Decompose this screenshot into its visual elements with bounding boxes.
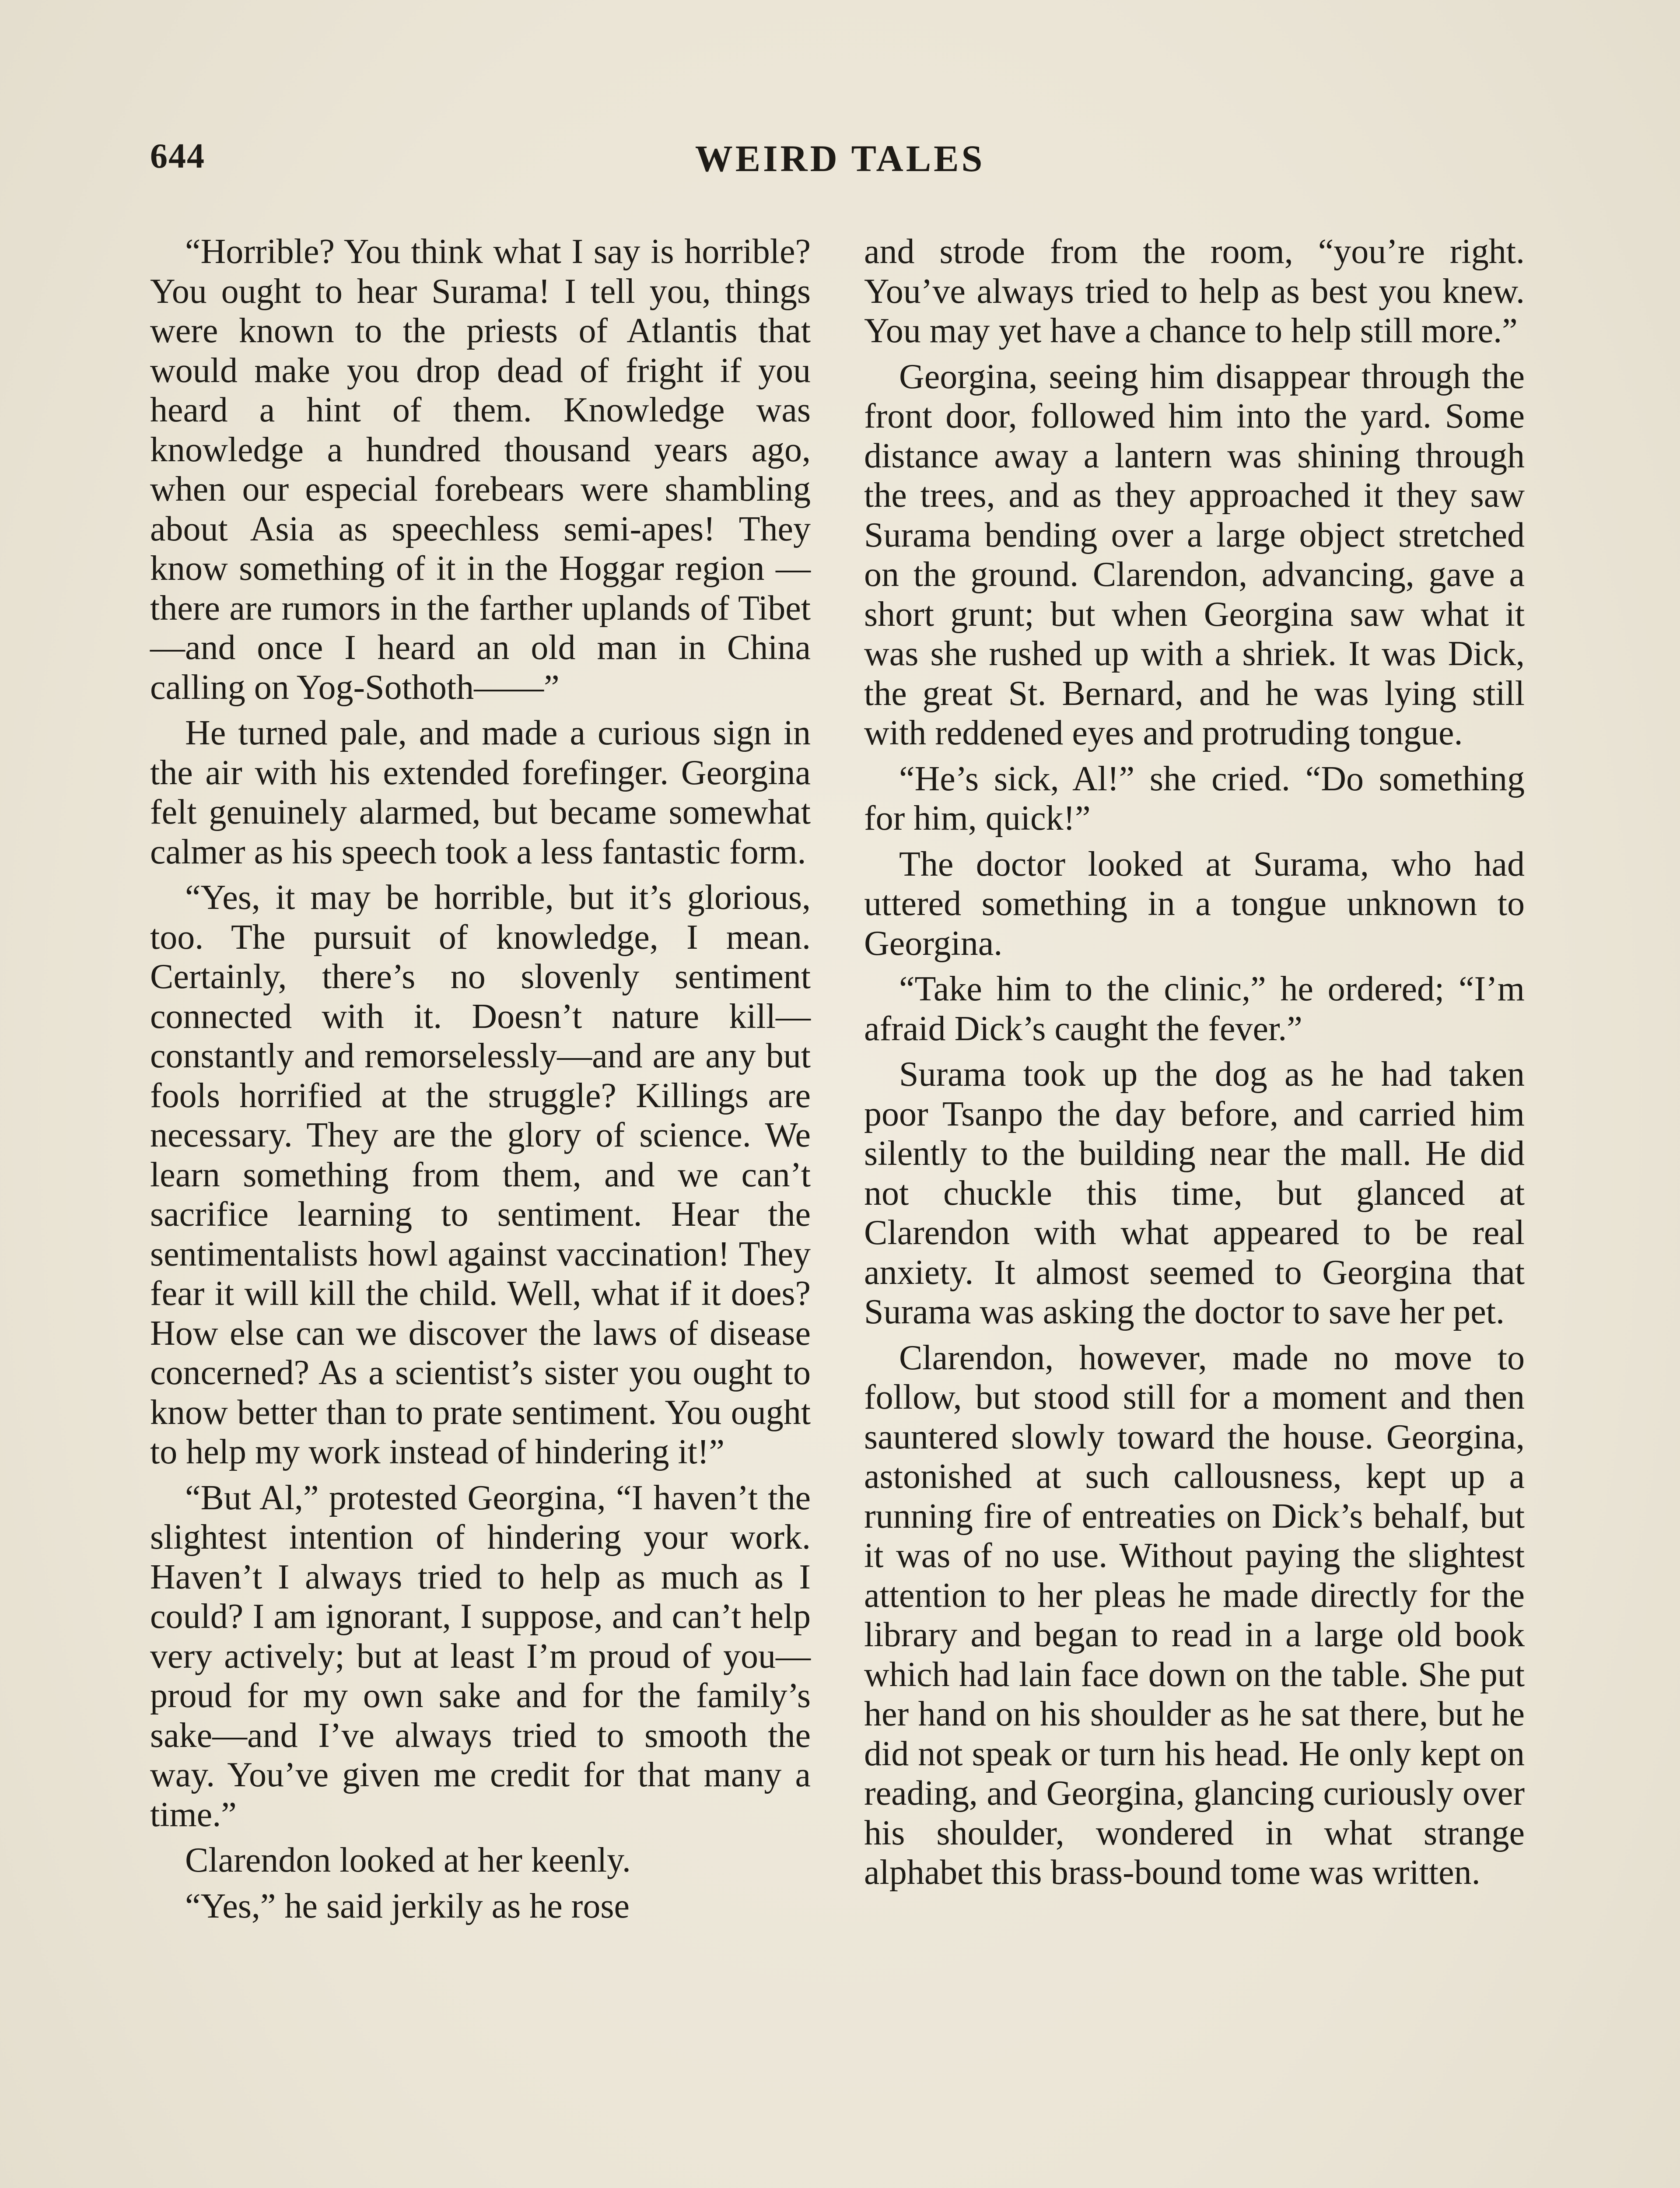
page-header (150, 137, 1530, 185)
paragraph: Clarendon, however, made no move to follow, but stood still for a moment and then sauntered slowly toward the house. Georgina, astonished at such callousness, kept up a running fire of entreaties on Dick’s behalf, but it was of no use. Without paying the slightest attention to her pleas he made directly for the library and began to read in a large old book which had lain face down on the table. She put her hand on his shoulder as he sat there, but he did not speak or turn his head. He only kept on reading, and Georgina, glancing curiously over his shoulder, wondered in what strange alphabet this brass-bound tome was written. (864, 1338, 1525, 1892)
paragraph: “Yes,” he said jerkily as he rose (185, 1886, 630, 1925)
right-column (864, 232, 1525, 1899)
paragraph: Clarendon looked at her keenly. (185, 1841, 631, 1879)
paragraph: “Horrible? You think what I say is horrible? You ought to hear Surama! I tell you, things were known to the priests of Atlantis that would make you drop dead of fright if you heard a hint of them. Knowledge was knowledge a hundred thousand years ago, when our especial forebears were shambling about Asia as speechless semi-apes! They know something of it in the Hoggar region —there are rumors in the farther uplands of Tibet—and once I heard an old man in China calling on Yog-Sothoth——” (150, 232, 811, 707)
paragraph: Georgina, seeing him disappear through the front door, followed him into the yard. Some distance away a lantern was shining through the trees, and as they approached it they saw Surama bending over a large object stretched on the ground. Clarendon, advancing, gave a short grunt; but when Georgina saw what it was she rushed up with a shriek. It was Dick, the great St. Bernard, and he was lying still with reddened eyes and protruding tongue. (864, 357, 1525, 752)
left-column (150, 232, 811, 1932)
paragraph: “Yes, it may be horrible, but it’s glorious, too. The pursuit of knowledge, I mean. Certainly, there’s no slovenly sentiment connected with it. Doesn’t nature kill—constantly and remorselessly—and are any but fools horrified at the struggle? Killings are necessary. They are the glory of science. We learn something from them, and we can’t sacrifice learning to sentiment. Hear the sentimentalists howl against vaccination! They fear it will kill the child. Well, what if it does? How else can we discover the laws of disease concerned? As a scientist’s sister you ought to know better than to prate sentiment. You ought to help my work instead of hindering it!” (150, 878, 811, 1471)
paragraph: The doctor looked at Surama, who had uttered something in a tongue unknown to Georgina. (864, 845, 1525, 963)
paragraph: Surama took up the dog as he had taken poor Tsanpo the day before, and carried him silently to the building near the mall. He did not chuckle this time, but glanced at Clarendon with what appeared to be real anxiety. It almost seemed to Georgina that Surama was asking the doctor to save her pet. (864, 1055, 1525, 1331)
page-number: 644 (150, 137, 205, 175)
paragraph: He turned pale, and made a curious sign in the air with his extended forefinger. Georgina felt genuinely alarmed, but became somewhat calmer as his speech took a less fantastic form. (150, 714, 811, 871)
paragraph: “He’s sick, Al!” she cried. “Do something for him, quick!” (864, 759, 1525, 838)
running-head: WEIRD TALES (695, 137, 985, 179)
paragraph-continued: and strode from the room, “you’re right. You’ve always tried to help as best you knew. You may yet have a chance to help still more.” (864, 232, 1525, 350)
paragraph: “But Al,” protested Georgina, “I haven’t the slightest intention of hindering your work. Haven’t I always tried to help as much as I could? I am ignorant, I suppose, and can’t help very actively; but at least I’m proud of you—proud for my own sake and for the family’s sake—and I’ve always tried to smooth the way. You’ve given me credit for that many a time.” (150, 1478, 811, 1834)
paragraph: “Take him to the clinic,” he ordered; “I’m afraid Dick’s caught the fever.” (864, 970, 1525, 1048)
